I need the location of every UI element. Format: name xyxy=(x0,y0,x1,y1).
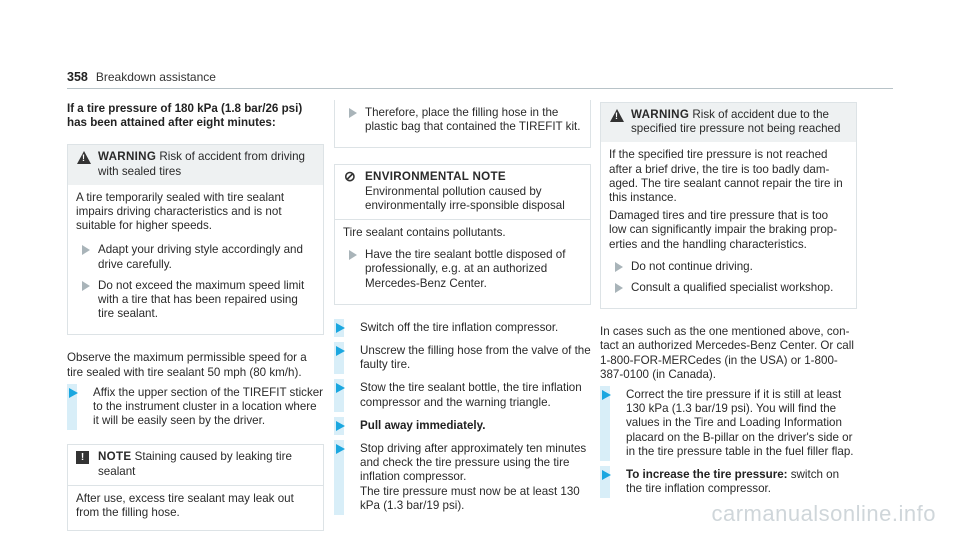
warning-step-text: Do not exceed the maximum speed limit with a tire that has been repaired using tire sealant. xyxy=(98,278,305,321)
environment-title: Environmental pollution caused by environmentally irre-sponsible disposal xyxy=(365,184,565,212)
arrow-icon xyxy=(615,283,623,293)
step-text: Correct the tire pressure if it is still at least 130 kPa (1.3 bar/19 psi). You will find the values in the Tire and Loading Information placard on the B-pillar on the driver's side or in the tire pressure table in the fuel filler flap. xyxy=(626,388,854,458)
section-title: Breakdown assistance xyxy=(95,70,216,84)
warning-header xyxy=(68,145,323,184)
step-text: Unscrew the filling hose from the valve of the faulty tire. xyxy=(360,344,591,372)
warning-step xyxy=(76,279,315,322)
warning-triangle-icon xyxy=(77,151,91,164)
instruction-step xyxy=(334,442,591,513)
warning-keyword: WARNING xyxy=(631,108,690,121)
arrow-icon xyxy=(336,421,345,431)
note-title: Staining caused by leaking tire sealant xyxy=(98,450,292,478)
instruction-step xyxy=(600,468,857,496)
page-header xyxy=(67,70,216,84)
column-3 xyxy=(600,102,857,505)
instruction-step xyxy=(334,419,591,433)
instruction-step xyxy=(334,381,591,409)
step-text: Switch off the tire inflation compressor. xyxy=(360,320,559,334)
warning-header-2 xyxy=(601,103,856,142)
arrow-icon xyxy=(336,383,345,393)
instruction-step xyxy=(600,388,857,459)
arrow-icon xyxy=(349,108,357,118)
warning-step-text: Do not continue driving. xyxy=(631,259,753,273)
warning-body xyxy=(68,185,323,335)
arrow-icon xyxy=(602,470,611,480)
arrow-icon xyxy=(82,281,90,291)
step-text: switch on the tire inflation compressor. xyxy=(626,468,840,496)
no-disposal-icon: ⊘ xyxy=(344,168,356,185)
step-text: Affix the upper section of the TIREFIT sticker to the instrument cluster in a location where it will be easily seen by the driver. xyxy=(93,385,324,428)
arrow-icon xyxy=(349,250,357,260)
warning-text: A tire temporarily sealed with tire sealant impairs driving characteristics and is not suitable for higher speeds. xyxy=(76,190,285,233)
environment-body xyxy=(335,219,590,304)
arrow-icon xyxy=(615,262,623,272)
note-continuation-box xyxy=(334,100,591,148)
environment-keyword: ENVIRONMENTAL NOTE xyxy=(365,170,506,184)
arrow-icon xyxy=(336,444,345,454)
contact-paragraph: In cases such as the one mentioned above, con-tact an authorized Mercedes-Benz Center. Or call 1-800-FOR-MERCedes (in the USA) or 1-800-387-0100 (in Canada). xyxy=(600,325,854,381)
arrow-icon xyxy=(602,390,611,400)
note-step xyxy=(343,106,582,134)
warning-text: Damaged tires and tire pressure that is too low can significantly impair the braking prop-erties and the handling characteristics. xyxy=(609,209,838,251)
instruction-step xyxy=(334,321,591,335)
instruction-step xyxy=(334,344,591,372)
arrow-icon xyxy=(82,245,90,255)
note-header xyxy=(68,445,323,484)
step-text: Pull away immediately. xyxy=(360,418,486,432)
column-1 xyxy=(67,102,324,533)
warning-text: If the specified tire pressure is not reached after a brief drive, the tire is too badly dam-aged. The tire sealant cannot repair the tire in this instance. xyxy=(609,148,843,205)
warning-step-text: Adapt your driving style accordingly and drive carefully. xyxy=(98,243,303,271)
environment-step xyxy=(343,248,582,291)
environment-step-text: Have the tire sealant bottle disposed of professionally, e.g. at an authorized Mercedes-Benz Center. xyxy=(365,248,566,290)
step-bold-text: To increase the tire pressure: xyxy=(626,468,788,482)
note-body xyxy=(68,485,323,530)
arrow-icon xyxy=(69,388,78,398)
exclamation-icon: ! xyxy=(76,451,89,464)
warning-triangle-icon xyxy=(610,109,624,122)
column-2 xyxy=(334,102,591,522)
lead-heading: If a tire pressure of 180 kPa (1.8 bar/26 psi) has been attained after eight minutes: xyxy=(67,102,303,130)
warning-title: Risk of accident from driving with sealed tires xyxy=(98,150,305,178)
note-step-text: Therefore, place the filling hose in the plastic bag that contained the TIREFIT kit. xyxy=(365,106,581,134)
page-number: 358 xyxy=(67,70,88,84)
warning-body-2 xyxy=(601,142,856,308)
speed-paragraph: Observe the maximum permissible speed for a tire sealed with tire sealant 50 mph (80 km/h). xyxy=(67,351,307,379)
warning-title: Risk of accident due to the specified tire pressure not being reached xyxy=(631,108,841,136)
note-text: After use, excess tire sealant may leak out from the filling hose. xyxy=(76,491,294,520)
arrow-icon xyxy=(336,323,345,333)
note-box xyxy=(67,444,324,531)
warning-step xyxy=(76,243,315,271)
warning-step-text: Consult a qualified specialist workshop. xyxy=(631,281,834,295)
warning-step xyxy=(609,281,848,295)
warning-step xyxy=(609,260,848,274)
header-divider xyxy=(67,88,893,89)
note-continuation-body xyxy=(335,100,590,147)
warning-box xyxy=(67,144,324,335)
environment-header xyxy=(335,165,590,219)
environment-text: Tire sealant contains pollutants. xyxy=(343,226,506,240)
step-text: Stop driving after approximately ten minutes and check the tire pressure using the tire inflation compressor. xyxy=(360,442,587,484)
step-text: Stow the tire sealant bottle, the tire inflation compressor and the warning triangle. xyxy=(360,381,582,409)
pressure-note: The tire pressure must now be at least 130 kPa (1.3 bar/19 psi). xyxy=(360,484,580,512)
warning-box-2 xyxy=(600,102,857,309)
arrow-icon xyxy=(336,346,345,356)
warning-keyword: WARNING xyxy=(98,150,157,164)
instruction-step xyxy=(67,386,324,429)
watermark: carmanualsonline.info xyxy=(711,500,936,526)
environment-box xyxy=(334,164,591,304)
note-keyword: NOTE xyxy=(98,450,132,464)
